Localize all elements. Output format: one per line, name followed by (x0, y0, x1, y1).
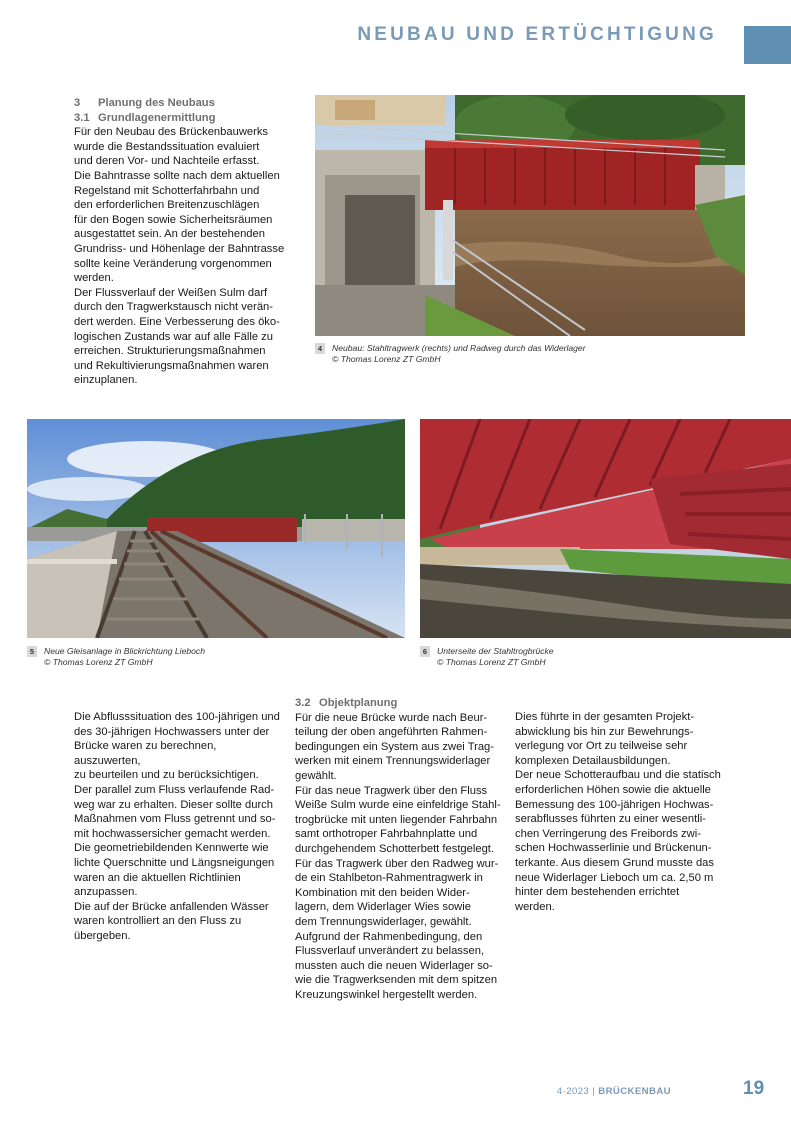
photo-track-lieboch (27, 419, 405, 638)
text-line: Der Flussverlauf der Weißen Sulm darf (74, 286, 268, 299)
text-line: übergeben. (74, 929, 131, 942)
text-line: werden. (74, 272, 114, 285)
text-line: schen Hochwasserlinie und Brückenun- (515, 842, 712, 855)
footer-separator: | (592, 1086, 596, 1097)
text-line: Maßnahmen vom Fluss getrennt und so- (74, 813, 276, 826)
text-line: bedingungen ein System aus zwei Trag- (295, 740, 495, 753)
text-line: wie die Tragwerksenden mit dem spitzen (295, 974, 498, 987)
figure-4-caption (315, 343, 745, 367)
figure-5-caption-text: Neue Gleisanlage in Blickrichtung Lieboch (44, 646, 205, 656)
header-accent-block (744, 26, 791, 64)
text-line: werken mit einem Trennungswiderlager (295, 755, 491, 768)
figure-4-credit: © Thomas Lorenz ZT GmbH (332, 353, 441, 364)
text-line: gewählt. (295, 769, 337, 782)
figure-6-caption (420, 646, 791, 670)
text-line: abwicklung bis hin zur Bewehrungs- (515, 725, 694, 738)
text-line: lichte Querschnitte und Längsneigungen (74, 856, 275, 869)
text-line: serabflusses führten zu einer wesentli- (515, 813, 706, 826)
text-line: Flussverlauf unverändert zu belassen, (295, 945, 485, 958)
figure-6-caption-text: Unterseite der Stahltrogbrücke (437, 646, 554, 656)
text-line: verlegung vor Ort zu teilweise sehr (515, 740, 688, 753)
text-line: Für das neue Tragwerk über den Fluss (295, 784, 488, 797)
text-line: teilung der oben angeführten Rahmen- (295, 726, 488, 739)
text-line: mit hochwassersicher gemacht werden. (74, 827, 271, 840)
text-line: des 30-jährigen Hochwassers unter der (74, 725, 270, 738)
text-line: werden. (515, 900, 555, 913)
text-line: Die geometriebildenden Kennwerte wie (74, 842, 269, 855)
body-column-right (515, 710, 725, 914)
text-line: waren an die aktuellen Richtlinien (74, 871, 241, 884)
text-line: und Rekultivierungsmaßnahmen waren (74, 359, 269, 372)
text-line: Kombination mit den beiden Wider- (295, 886, 470, 899)
footer-issue: 4·2023 (556, 1086, 590, 1097)
text-line: Bemessung des 100-jährigen Hochwas- (515, 798, 714, 811)
footer-issue-line (557, 1086, 671, 1097)
text-line: Grundriss- und Höhenlage der Bahntrasse (74, 242, 285, 255)
text-line: mussten auch die neuen Widerlager so- (295, 959, 493, 972)
text-line: neue Widerlager Lieboch um ca. 2,50 m (515, 871, 714, 884)
section-3-2-heading: 3.2 Objektplanung (295, 697, 398, 709)
text-line: logischen Zustands war auf alle Fälle zu (74, 330, 273, 343)
section-3-text (74, 96, 294, 388)
text-line: waren kontrolliert an den Fluss zu (74, 915, 242, 928)
text-line: ausgestattet sein. An der bestehenden (74, 228, 265, 241)
text-line: den erforderlichen Breitenzuschlägen (74, 199, 260, 212)
text-line: sollte keine Veränderung vorgenommen (74, 257, 272, 270)
text-line: Aufgrund der Rahmenbedingung, den (295, 930, 483, 943)
figure-5-credit: © Thomas Lorenz ZT GmbH (44, 656, 153, 667)
page-number: 19 (743, 1078, 765, 1099)
text-line: für den Bogen sowie Sicherheitsräumen (74, 213, 273, 226)
text-line: erforderlichen Höhen sowie die aktuelle (515, 783, 711, 796)
text-line: dert werden. Eine Verbesserung des öko- (74, 315, 280, 328)
text-line: Dies führte in der gesamten Projekt- (515, 711, 695, 723)
figure-4-number: 4 (315, 343, 325, 354)
text-line: hinter dem bestehenden errichtet (515, 886, 680, 899)
photo-bridge-radweg (315, 95, 745, 336)
text-line: Die Bahntrasse sollte nach dem aktuellen (74, 169, 280, 182)
text-line: Die Abflusssituation des 100-jährigen und (74, 711, 280, 723)
text-line: wurde die Bestandssituation evaluiert (74, 140, 260, 153)
text-line: Der neue Schotteraufbau und die statisch (515, 769, 721, 782)
section-header-title: NEUBAU UND ERTÜCHTIGUNG (357, 24, 717, 45)
body-column-left (74, 710, 284, 944)
text-line: anzupassen. (74, 886, 138, 899)
text-line: durchgehendem Schotterbett festgelegt. (295, 842, 495, 855)
text-line: erreichen. Strukturierungsmaßnahmen (74, 345, 266, 358)
text-line: Kreuzungswinkel hergestellt werden. (295, 988, 478, 1001)
text-line: Regelstand mit Schotterfahrbahn und (74, 184, 260, 197)
text-line: zu beurteilen und zu berücksichtigen. (74, 769, 259, 782)
text-line: chen Verringerung des Freibords zwi- (515, 827, 701, 840)
photo-bridge-underside (420, 419, 791, 638)
text-line: terkante. Aus diesem Grund musste das (515, 856, 714, 869)
text-line: lagern, dem Widerlager Wies sowie (295, 901, 471, 914)
text-line: Für den Neubau des Brückenbauwerks (74, 126, 269, 139)
text-line: einzuplanen. (74, 374, 138, 387)
text-line: Die auf der Brücke anfallenden Wässer (74, 900, 269, 913)
text-line: und deren Vor- und Nachteile erfasst. (74, 155, 260, 168)
figure-5-caption (27, 646, 405, 670)
figure-5-number: 5 (27, 646, 37, 657)
figure-6-credit: © Thomas Lorenz ZT GmbH (437, 656, 546, 667)
section-3-heading: 3 Planung des Neubaus (74, 97, 215, 109)
text-line: samt orthotroper Fahrbahnplatte und (295, 828, 478, 841)
text-line: Der parallel zum Fluss verlaufende Rad- (74, 783, 275, 796)
figure-4-caption-text: Neubau: Stahltragwerk (rechts) und Radweg durch das Widerlager (332, 343, 586, 353)
section-3-1-heading: 3.1 Grundlagenermittlung (74, 111, 216, 124)
section-3-2-text (295, 696, 505, 1002)
figure-6-number: 6 (420, 646, 430, 657)
text-line: Brücke waren zu berechnen, auszuwerten, (74, 740, 217, 767)
footer-journal: BRÜCKENBAU (598, 1086, 671, 1097)
text-line: dem Trennungswiderlager, gewählt. (295, 915, 472, 928)
text-line: de ein Stahlbeton-Rahmentragwerk in (295, 872, 483, 885)
text-line: Für die neue Brücke wurde nach Beur- (295, 711, 488, 724)
text-line: komplexen Detailausbildungen. (515, 754, 671, 767)
text-line: Weiße Sulm wurde eine einfeldrige Stahl- (295, 799, 501, 812)
text-line: Für das Tragwerk über den Radweg wur- (295, 857, 499, 870)
text-line: durch den Tragwerkstausch nicht verän- (74, 301, 273, 314)
text-line: weg war zu erhalten. Dieser sollte durch (74, 798, 273, 811)
text-line: trogbrücke mit unten liegender Fahrbahn (295, 813, 498, 826)
